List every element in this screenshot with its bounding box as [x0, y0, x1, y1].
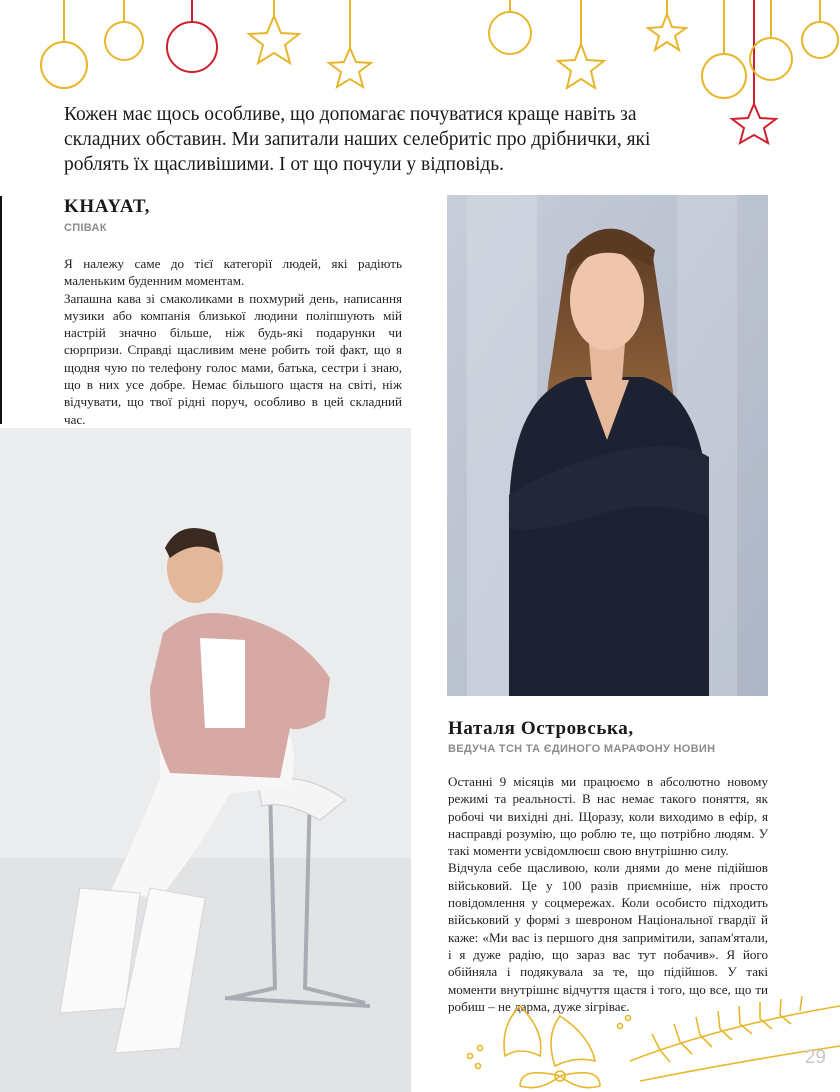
- ornament-ball-icon: [167, 0, 217, 72]
- ostrovska-photo: [447, 195, 768, 696]
- ostrovska-paragraph: Відчула себе щасливою, коли днями до мене підійшов військовий. Це у 100 разів приємніше, ніж просто повідомлення у соцмережах. Коли особисто підходить військовий у формі з шевроном Національної гвардії й каже: «Ми вас із першого дня запримітили, запам'ятали, і я дуже радію, що зараз вас тут побачив». Я його обійняла і подякувала за те, що підійшов. У такі моменти внутрішнє відчуття щастя і того, що все, що ти робиш – не дарма, дуже зігріває.: [448, 860, 768, 1014]
- ornament-star-icon: [249, 0, 299, 63]
- berry-icon: [468, 1016, 631, 1069]
- ornament-star-icon: [558, 0, 604, 88]
- intro-text: Кожен має щось особливе, що допомагає почуватися краще навіть за складних обставин. Ми запитали наших селебритіс про дрібнички, які роблять їх щасливішими. І от що почули у відповідь.: [64, 104, 651, 175]
- bow-icon: [520, 1071, 600, 1088]
- ostrovska-name: Наталя Островська,: [448, 718, 634, 739]
- ornament-ball-icon: [702, 0, 746, 98]
- khayat-text: [64, 255, 402, 428]
- column-rule: [0, 196, 2, 424]
- khayat-name: KHAYAT,: [64, 196, 151, 217]
- ostrovska-paragraph: Останні 9 місяців ми працюємо в абсолютно новому режимі та реальності. В нас немає такого поняття, як робочі чи вихідні дні. Щоразу, коли виходимо в ефір, я насправді розумію, що роблю те, що потрібно людям. У такі моменти усвідомлюєш свою внутрішню силу.: [448, 774, 768, 859]
- khayat-role: СПІВАК: [64, 222, 107, 234]
- ornament-ball-icon: [750, 0, 792, 80]
- ostrovska-role: ВЕДУЧА ТСН ТА ЄДИНОГО МАРАФОНУ НОВИН: [448, 743, 716, 755]
- ornament-star-icon: [329, 0, 371, 87]
- ostrovska-text: [448, 773, 768, 1015]
- khayat-paragraph: Запашна кава зі смаколиками в похмурий день, написання музики або компанія близької людини поліпшують мій настрій значно більше, ніж будь-які подарунки чи сюрпризи. Справді щасливим мене робить той факт, що я щодня чую по телефону голос мами, батька, сестри і знаю, що в них усе добре. Немає більшого щастя на світі, ніж відчувати, що твої рідні поруч, особливо в цей складний час.: [64, 290, 402, 427]
- ornament-ball-icon: [105, 0, 143, 60]
- ornament-ball-icon: [802, 0, 838, 58]
- ornament-ball-icon: [489, 0, 531, 54]
- khayat-photo: [0, 428, 411, 1092]
- ornament-star-icon: [732, 0, 776, 143]
- ornament-star-icon: [648, 0, 686, 50]
- ornament-ball-icon: [41, 0, 87, 88]
- page-number: 29: [804, 1047, 826, 1068]
- khayat-paragraph: Я належу саме до тієї категорії людей, які радіють маленьким буденним моментам.: [64, 256, 402, 289]
